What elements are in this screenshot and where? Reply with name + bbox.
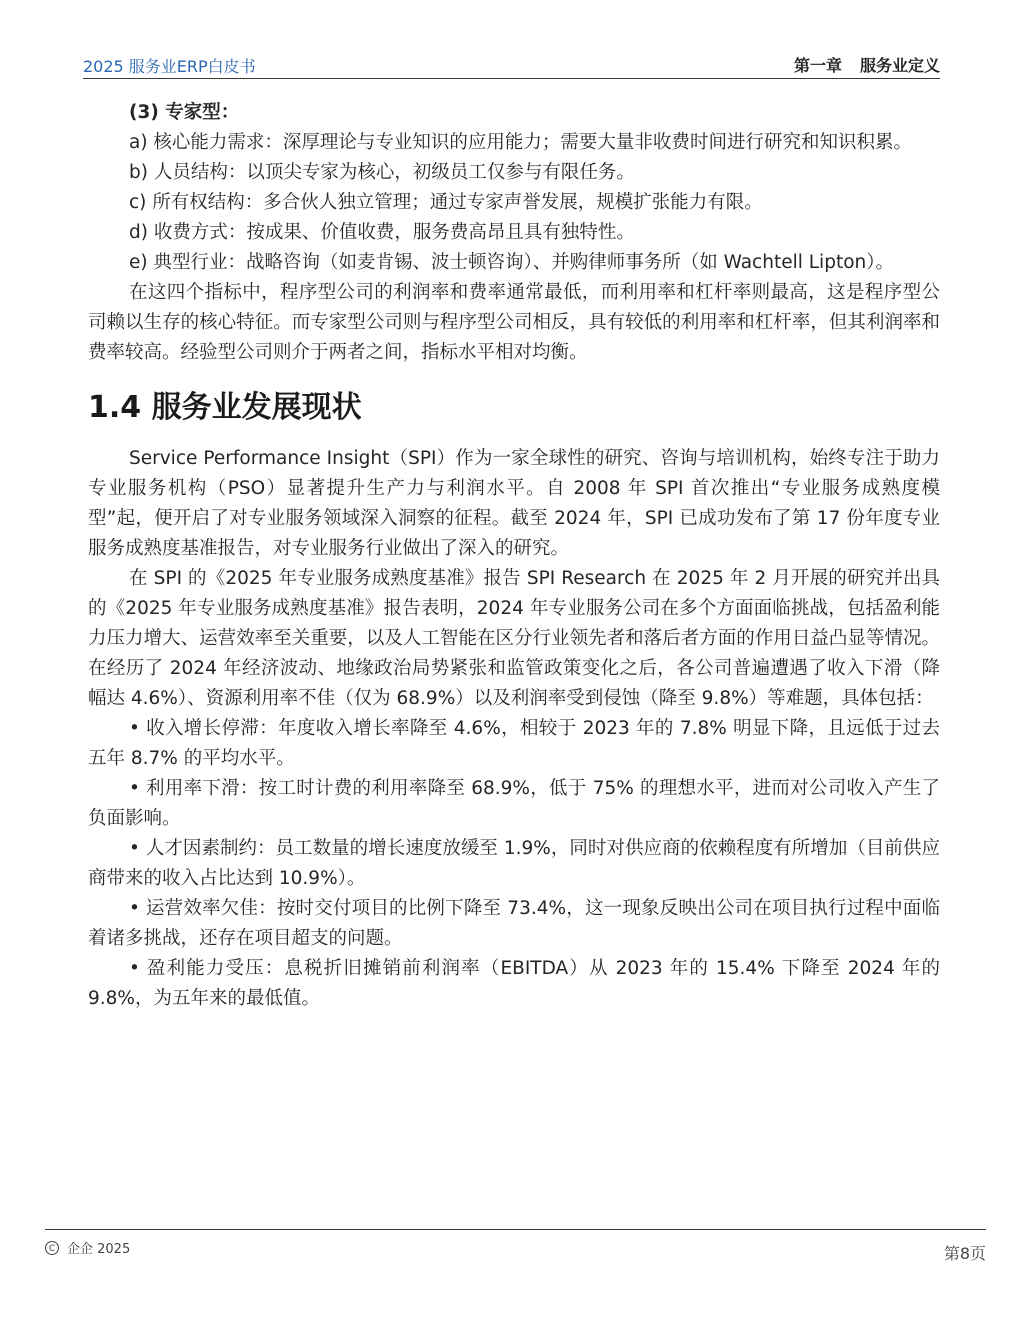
- bullet-utilization-decline: • 利用率下滑：按工时计费的利用率降至 68.9%，低于 75% 的理想水平，进而对公司收入产生了负面影响。: [88, 778, 940, 829]
- expert-item-core-ability: a) 核心能力需求：深厚理论与专业知识的应用能力；需要大量非收费时间进行研究和知识积累。: [129, 132, 912, 153]
- chapter-number: 第一章: [793, 56, 842, 75]
- copyright-icon: C: [45, 1241, 59, 1255]
- section-title: 1.4 服务业发展现状: [88, 390, 362, 425]
- copyright-text: 企企 2025: [67, 1242, 131, 1257]
- expert-item-typical-industry: e) 典型行业：战略咨询（如麦肯锡、波士顿咨询）、并购律师事务所（如 Wachtell Lipton）。: [129, 252, 894, 273]
- footer-divider: [45, 1229, 986, 1230]
- page-number: 第8页: [943, 1244, 986, 1263]
- expert-item-fee-method: d) 收费方式：按成果、价值收费，服务费高昂且具有独特性。: [129, 222, 635, 243]
- summary-paragraph: 在这四个指标中，程序型公司的利润率和费率通常最低，而利用率和杠杆率则最高，这是程序型公司赖以生存的核心特征。而专家型公司则与程序型公司相反，具有较低的利用率和杠杆率，但其利润率和费率较高。经验型公司则介于两者之间，指标水平相对均衡。: [88, 282, 940, 363]
- expert-item-staff-structure: b) 人员结构：以顶尖专家为核心，初级员工仅参与有限任务。: [129, 162, 635, 183]
- document-title: 2025 服务业ERP白皮书: [83, 57, 256, 76]
- spi-paragraph-1: Service Performance Insight（SPI）作为一家全球性的研究、咨询与培训机构，始终专注于助力专业服务机构（PSO）显著提升生产力与利润水平。自 2008 年 SPI 首次推出“专业服务成熟度模型”起，便开启了对专业服务领域深入洞察的征程。截至 2024 年，SPI 已成功发布了第 17 份年度专业服务成熟度基准报告，对专业服务行业做出了深入的研究。: [88, 448, 940, 559]
- expert-item-ownership: c) 所有权结构：多合伙人独立管理；通过专家声誉发展，规模扩张能力有限。: [129, 192, 763, 213]
- chapter-label: [794, 53, 940, 76]
- page-content: [88, 98, 940, 1014]
- bullet-talent-constraint: • 人才因素制约：员工数量的增长速度放缓至 1.9%，同时对供应商的依赖程度有所增加（目前供应商带来的收入占比达到 10.9%）。: [88, 838, 940, 889]
- bullet-revenue-stagnation: • 收入增长停滞：年度收入增长率降至 4.6%，相较于 2023 年的 7.8% 明显下降，且远低于过去五年 8.7% 的平均水平。: [88, 718, 940, 769]
- expert-type-heading: (3) 专家型：: [129, 102, 240, 123]
- bullet-operational-efficiency: • 运营效率欠佳：按时交付项目的比例下降至 73.4%，这一现象反映出公司在项目执行过程中面临着诸多挑战，还存在项目超支的问题。: [88, 898, 940, 949]
- page-header: [83, 52, 940, 79]
- spi-paragraph-2: 在 SPI 的《2025 年专业服务成熟度基准》报告 SPI Research 在 2025 年 2 月开展的研究并出具的《2025 年专业服务成熟度基准》报告表明，2024 年专业服务公司在多个方面面临挑战，包括盈利能力压力增大、运营效率至关重要，以及人工智能在区分行业领先者和落后者方面的作用日益凸显等情况。在经历了 2024 年经济波动、地缘政治局势紧张和监管政策变化之后，各公司普遍遭遇了收入下滑（降幅达 4.6%）、资源利用率不佳（仅为 68.9%）以及利润率受到侵蚀（降至 9.8%）等难题，具体包括：: [88, 568, 940, 709]
- chapter-title: 服务业定义: [859, 56, 940, 75]
- footer-copyright: [45, 1238, 130, 1257]
- bullet-profitability-pressure: • 盈利能力受压：息税折旧摊销前利润率（EBITDA）从 2023 年的 15.4% 下降至 2024 年的 9.8%，为五年来的最低值。: [88, 958, 940, 1009]
